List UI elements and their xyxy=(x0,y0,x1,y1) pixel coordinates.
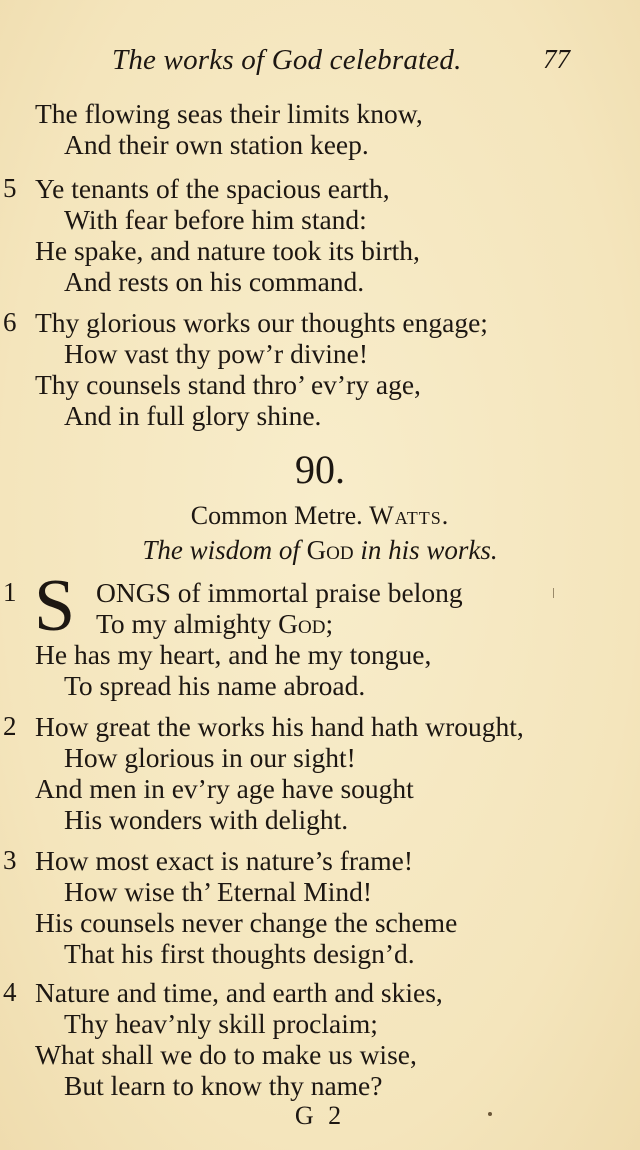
verse-line: 1 ONGS of immortal praise belong xyxy=(3,577,463,608)
hymn-stanza-3 xyxy=(0,845,640,969)
verse-line: How wise th’ Eternal Mind! xyxy=(64,876,373,907)
hymn-stanza-1 xyxy=(0,577,640,701)
verse-line: The flowing seas their limits know, xyxy=(35,98,423,129)
subject-prefix: The wisdom of xyxy=(142,535,300,565)
verse-line: How glorious in our sight! xyxy=(64,742,356,773)
word-god: God; xyxy=(278,608,334,639)
verse-line: And men in ev’ry age have sought xyxy=(35,773,414,804)
verse-line: What shall we do to make us wise, xyxy=(35,1039,417,1070)
stanza-5 xyxy=(0,173,640,297)
verse-line: And rests on his command. xyxy=(64,266,365,297)
hymn-author: Watts. xyxy=(369,501,450,530)
running-head xyxy=(0,44,640,80)
hymn-stanza-2 xyxy=(0,711,640,835)
hymn-metre xyxy=(0,500,640,532)
running-title: The works of God celebrated. xyxy=(112,44,462,76)
verse-line: His counsels never change the scheme xyxy=(35,907,458,938)
hymn-subject xyxy=(0,534,640,566)
metre-label: Common Metre. xyxy=(190,501,363,530)
stanza-continuation xyxy=(0,98,640,160)
verse-line: 3 How most exact is nature’s frame! xyxy=(3,845,414,876)
verse-line: 4 Nature and time, and earth and skies, xyxy=(3,977,443,1008)
verse-line: And their own station keep. xyxy=(64,129,369,160)
verse-number: 4 xyxy=(3,977,17,1007)
signature-mark: G 2 xyxy=(294,1101,346,1130)
margin-mark xyxy=(553,588,554,598)
verse-number: 1 xyxy=(3,577,17,607)
stanza-6 xyxy=(0,307,640,431)
verse-line: To spread his name abroad. xyxy=(64,670,366,701)
verse-line: 2 How great the works his hand hath wrought, xyxy=(3,711,524,742)
drop-cap: S xyxy=(34,565,76,647)
verse-line: With fear before him stand: xyxy=(64,204,367,235)
verse-line: 6 Thy glorious works our thoughts engage; xyxy=(3,307,488,338)
verse-line: But learn to know thy name? xyxy=(64,1070,383,1101)
verse-number: 6 xyxy=(3,307,17,337)
hymn-stanza-4 xyxy=(0,977,640,1101)
ink-speck xyxy=(488,1112,492,1116)
verse-number: 3 xyxy=(3,845,17,875)
verse-line: Thy heav’nly skill proclaim; xyxy=(64,1008,378,1039)
verse-line: To my almighty God; xyxy=(96,608,334,639)
subject-suffix: in his works. xyxy=(360,535,498,565)
verse-line: He has my heart, and he my tongue, xyxy=(35,639,432,670)
verse-line: How vast thy pow’r divine! xyxy=(64,338,368,369)
hymn-number: 90. xyxy=(295,447,345,492)
page-number: 77 xyxy=(543,44,570,74)
subject-god: God xyxy=(306,535,354,565)
verse-line: His wonders with delight. xyxy=(64,804,349,835)
verse-number: 5 xyxy=(3,173,17,203)
verse-line: That his first thoughts design’d. xyxy=(64,938,415,969)
verse-line: He spake, and nature took its birth, xyxy=(35,235,420,266)
verse-line: Thy counsels stand thro’ ev’ry age, xyxy=(35,369,421,400)
verse-line: And in full glory shine. xyxy=(64,400,322,431)
verse-number: 2 xyxy=(3,711,17,741)
verse-line: 5 Ye tenants of the spacious earth, xyxy=(3,173,390,204)
